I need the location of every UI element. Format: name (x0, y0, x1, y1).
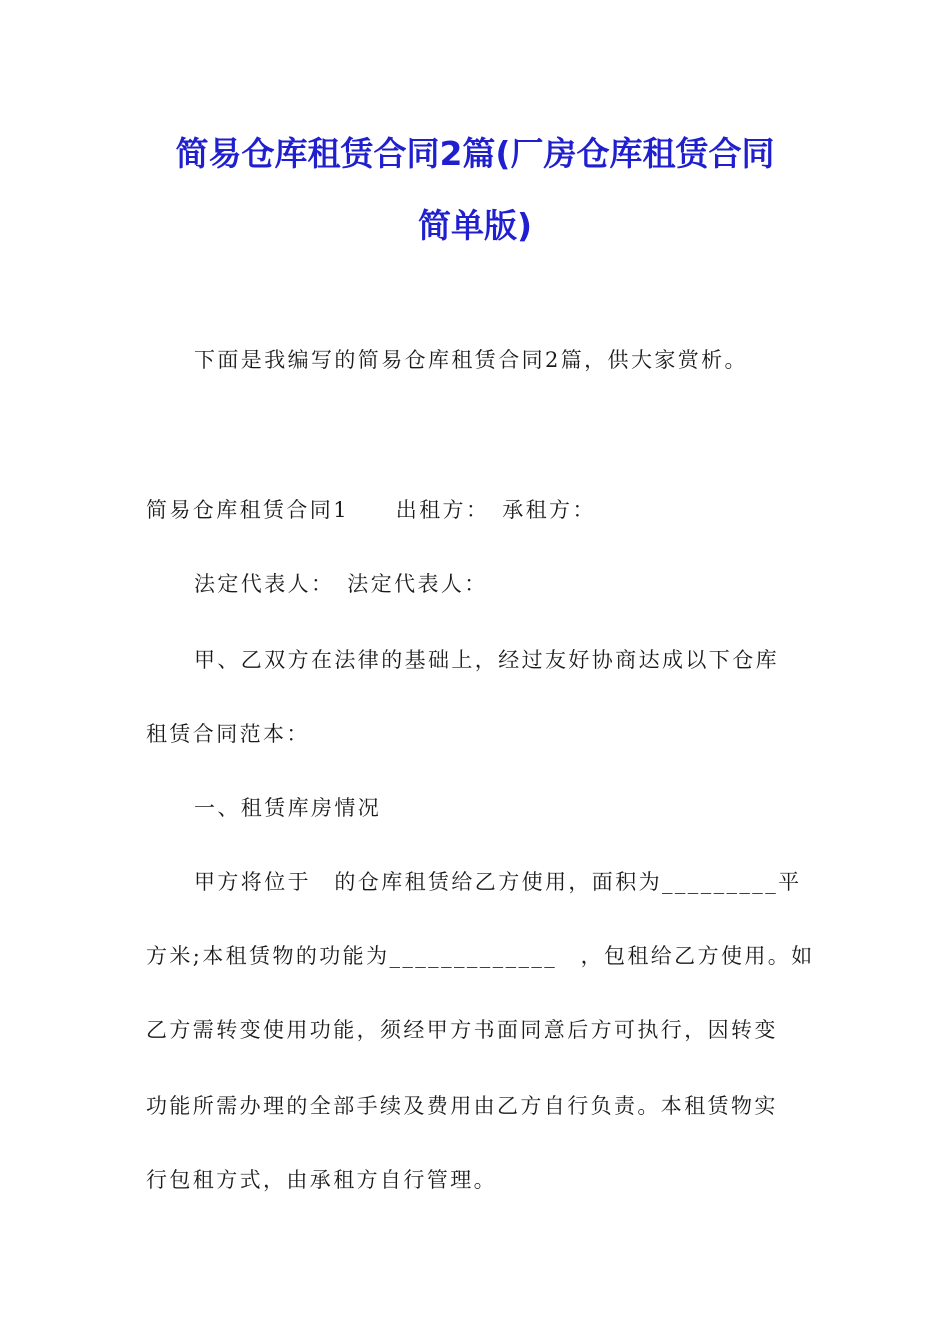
document-title-line-1: 简易仓库租赁合同2篇(厂房仓库租赁合同 (175, 134, 775, 173)
section-1-line-2: 方米;本租赁物的功能为_____________ ，包租给乙方使用。如 (146, 944, 815, 968)
preamble-line-2: 租赁合同范本： (146, 722, 310, 746)
contract-heading: 简易仓库租赁合同1 出租方： 承租方： (146, 498, 596, 522)
document-title-line-2: 简单版) (417, 206, 533, 245)
section-1-line-5: 行包租方式，由承租方自行管理。 (146, 1168, 497, 1192)
section-1-line-4: 功能所需办理的全部手续及费用由乙方自行负责。本租赁物实 (146, 1094, 778, 1118)
preamble-line-1: 甲、乙双方在法律的基础上，经过友好协商达成以下仓库 (194, 648, 779, 672)
section-1-line-3: 乙方需转变使用功能，须经甲方书面同意后方可执行，因转变 (146, 1018, 778, 1042)
section-1-line-1: 甲方将位于 的仓库租赁给乙方使用，面积为_________平 (194, 870, 802, 894)
legal-representatives: 法定代表人： 法定代表人： (194, 572, 488, 596)
intro-paragraph: 下面是我编写的简易仓库租赁合同2篇，供大家赏析。 (194, 348, 748, 372)
section-1-heading: 一、租赁库房情况 (194, 796, 382, 820)
